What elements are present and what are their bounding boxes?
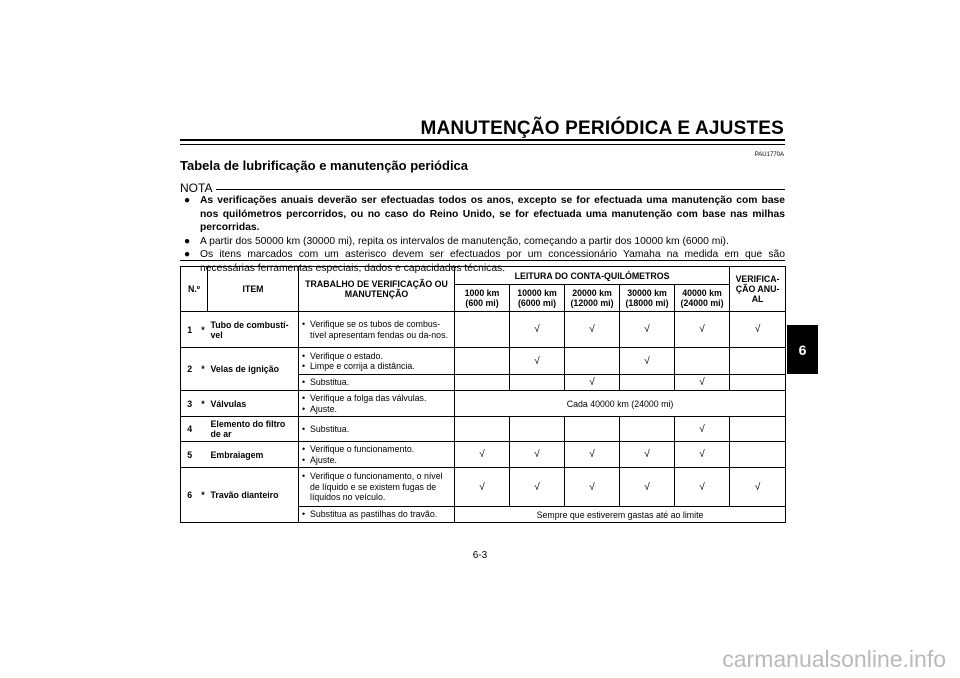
interval-note: Cada 40000 km (24000 mi)	[455, 391, 786, 417]
check-cell: √	[510, 348, 565, 375]
row-number: 4	[181, 417, 199, 442]
row-item: Travão dianteiro	[208, 468, 299, 523]
table-row	[181, 312, 786, 348]
asterisk-mark	[199, 417, 208, 442]
page-number: 6-3	[472, 550, 488, 561]
header-rule-thick	[180, 139, 785, 141]
check-cell	[455, 312, 510, 348]
check-cell: √	[455, 442, 510, 468]
row-item: Elemento do filtro de ar	[208, 417, 299, 442]
header-interval: 20000 km (12000 mi)	[565, 285, 620, 312]
header-rule-thin	[180, 144, 785, 145]
check-cell: √	[730, 468, 786, 507]
asterisk-mark: *	[199, 391, 208, 417]
check-cell: √	[620, 442, 675, 468]
row-work: • Substitua.	[299, 417, 455, 442]
check-cell: √	[510, 442, 565, 468]
bullet-icon: •	[302, 393, 306, 403]
row-item: Tubo de combustí-vel	[208, 312, 299, 348]
bullet-icon: •	[302, 350, 306, 361]
check-cell	[730, 417, 786, 442]
nota-item	[184, 194, 785, 235]
check-cell: √	[620, 312, 675, 348]
asterisk-mark: *	[199, 468, 208, 523]
table-row	[181, 391, 786, 417]
row-item: Embraiagem	[208, 442, 299, 468]
check-cell: √	[565, 468, 620, 507]
bullet-icon: •	[302, 423, 306, 434]
check-cell: √	[565, 312, 620, 348]
row-work: • Substitua as pastilhas do travão.	[299, 507, 455, 523]
row-number: 6	[181, 468, 199, 523]
header-interval: 40000 km (24000 mi)	[675, 285, 730, 312]
check-cell	[455, 348, 510, 375]
check-cell: √	[565, 442, 620, 468]
reference-code: PAU1770A	[754, 152, 784, 158]
row-work: • Verifique o estado. • Limpe e corrija a distância.	[299, 348, 455, 375]
bullet-icon: •	[302, 377, 306, 388]
check-cell	[620, 375, 675, 391]
row-number: 1	[181, 312, 199, 348]
nota-label: NOTA	[180, 181, 213, 195]
check-cell	[510, 375, 565, 391]
check-cell: √	[675, 375, 730, 391]
header-num: N.º	[181, 267, 208, 312]
nota-item	[184, 235, 785, 249]
check-cell: √	[510, 312, 565, 348]
row-number: 3	[181, 391, 199, 417]
table-row	[181, 442, 786, 468]
check-cell	[730, 442, 786, 468]
row-work: • Verifique se os tubos de combus-tível apresentam fendas ou da-nos.	[299, 312, 455, 348]
row-work: • Verifique o funcionamento. • Ajuste.	[299, 442, 455, 468]
row-number: 2	[181, 348, 199, 391]
check-cell	[620, 417, 675, 442]
header-interval: 10000 km (6000 mi)	[510, 285, 565, 312]
check-cell	[455, 417, 510, 442]
check-cell: √	[510, 468, 565, 507]
page-header-title: MANUTENÇÃO PERIÓDICA E AJUSTES	[420, 118, 784, 139]
check-cell	[730, 348, 786, 375]
header-interval: 30000 km (18000 mi)	[620, 285, 675, 312]
nota-item-text: A partir dos 50000 km (30000 mi), repita os intervalos de manutenção, começando a partir dos 10000 km (6000 mi).	[200, 235, 729, 247]
header-odometer: LEITURA DO CONTA-QUILÓMETROS	[455, 267, 730, 285]
check-cell	[730, 375, 786, 391]
header-annual: VERIFICA-ÇÃO ANU-AL	[730, 267, 786, 312]
nota-item-text: As verificações anuais deverão ser efectuadas todos os anos, excepto se for efectuada uma manutenção com base nos quilómetros percorridos, ou no caso do Reino Unido, se for efectuada uma manutenção com base nas milhas percorridas.	[200, 195, 785, 234]
section-title: Tabela de lubrificação e manutenção periódica	[180, 158, 469, 173]
asterisk-mark: *	[199, 312, 208, 348]
bullet-icon: ●	[184, 235, 191, 247]
asterisk-mark: *	[199, 348, 208, 391]
table-row	[181, 348, 786, 375]
row-item: Velas de ignição	[208, 348, 299, 391]
check-cell: √	[620, 348, 675, 375]
interval-note: Sempre que estiverem gastas até ao limite	[455, 507, 786, 523]
table-row	[181, 417, 786, 442]
check-cell: √	[675, 312, 730, 348]
check-cell	[510, 417, 565, 442]
check-cell	[675, 348, 730, 375]
check-cell: √	[675, 417, 730, 442]
check-cell: √	[565, 375, 620, 391]
header-work: TRABALHO DE VERIFICAÇÃO OU MANUTENÇÃO	[299, 267, 455, 312]
nota-rule	[216, 189, 785, 190]
row-work: • Verifique a folga das válvulas. • Ajuste.	[299, 391, 455, 417]
check-cell: √	[675, 442, 730, 468]
bullet-icon: •	[302, 509, 306, 520]
bullet-icon: ●	[184, 195, 191, 206]
chapter-tab: 6	[787, 325, 818, 374]
asterisk-mark	[199, 442, 208, 468]
watermark: carmanualsonline.info	[722, 646, 946, 672]
check-cell	[455, 375, 510, 391]
check-cell	[565, 417, 620, 442]
header-item: ITEM	[208, 267, 299, 312]
bullet-icon: •	[302, 403, 306, 414]
bullet-icon: •	[302, 319, 306, 329]
bullet-icon: •	[302, 471, 306, 482]
nota-item-text: Os itens marcados com um asterisco devem ser efectuados por um concessionário Yamaha na medida em que são necessárias ferramentas especiais, dados e capacidades técnicas.	[200, 249, 785, 274]
bullet-icon: ●	[184, 249, 191, 261]
row-work: • Substitua.	[299, 375, 455, 391]
check-cell: √	[675, 468, 730, 507]
row-work: • Verifique o funcionamento, o nível de líquido e se existem fugas de líquidos no veículo.	[299, 468, 455, 507]
nota-list	[184, 194, 785, 276]
check-cell: √	[730, 312, 786, 348]
bullet-icon: •	[302, 444, 306, 454]
header-interval: 1000 km (600 mi)	[455, 285, 510, 312]
check-cell: √	[620, 468, 675, 507]
maintenance-table	[180, 266, 786, 523]
nota-end-rule	[180, 260, 785, 261]
check-cell	[565, 348, 620, 375]
check-cell: √	[455, 468, 510, 507]
bullet-icon: •	[302, 454, 306, 465]
row-number: 5	[181, 442, 199, 468]
row-item: Válvulas	[208, 391, 299, 417]
bullet-icon: •	[302, 361, 306, 371]
table-row	[181, 468, 786, 507]
